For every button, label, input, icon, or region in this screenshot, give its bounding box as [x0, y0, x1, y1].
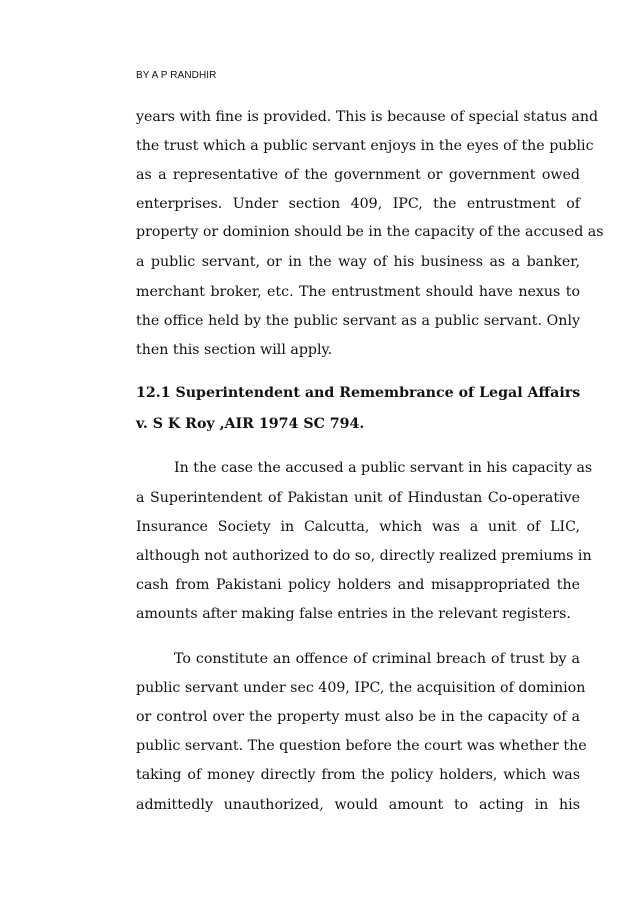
paragraph-line: public servant under sec 409, IPC, the acquisition of dominion — [136, 680, 586, 696]
section-heading: v. S K Roy ,AIR 1974 SC 794. — [136, 416, 365, 432]
page-header: BY A P RANDHIR — [136, 70, 217, 81]
paragraph-line: admittedly unauthorized, would amount to acting in his — [136, 797, 580, 813]
paragraph-line: merchant broker, etc. The entrustment should have nexus to — [136, 284, 580, 300]
paragraph-line: To constitute an offence of criminal breach of trust by a — [174, 651, 580, 667]
paragraph-line: the office held by the public servant as a public servant. Only — [136, 313, 580, 329]
paragraph-line: enterprises. Under section 409, IPC, the entrustment of — [136, 196, 580, 212]
paragraph-line: taking of money directly from the policy holders, which was — [136, 767, 580, 783]
paragraph-line: amounts after making false entries in the relevant registers. — [136, 606, 571, 622]
paragraph-line: property or dominion should be in the capacity of the accused as — [136, 224, 604, 240]
paragraph-line: a Superintendent of Pakistan unit of Hindustan Co-operative — [136, 490, 580, 506]
paragraph-line: In the case the accused a public servant in his capacity as — [174, 460, 593, 476]
paragraph-line: the trust which a public servant enjoys in the eyes of the public — [136, 138, 594, 154]
paragraph-line: as a representative of the government or government owed — [136, 167, 580, 183]
paragraph-line: or control over the property must also be in the capacity of a — [136, 709, 580, 725]
paragraph-line: Insurance Society in Calcutta, which was a unit of LIC, — [136, 519, 580, 535]
paragraph-line: a public servant, or in the way of his business as a banker, — [136, 254, 580, 270]
paragraph-line: cash from Pakistani policy holders and misappropriated the — [136, 577, 580, 593]
paragraph-line: public servant. The question before the court was whether the — [136, 738, 587, 754]
section-heading: 12.1 Superintendent and Remembrance of Legal Affairs — [136, 385, 581, 401]
paragraph-line: years with fine is provided. This is because of special status and — [136, 109, 599, 125]
paragraph-line: although not authorized to do so, directly realized premiums in — [136, 548, 592, 564]
paragraph-line: then this section will apply. — [136, 342, 333, 358]
